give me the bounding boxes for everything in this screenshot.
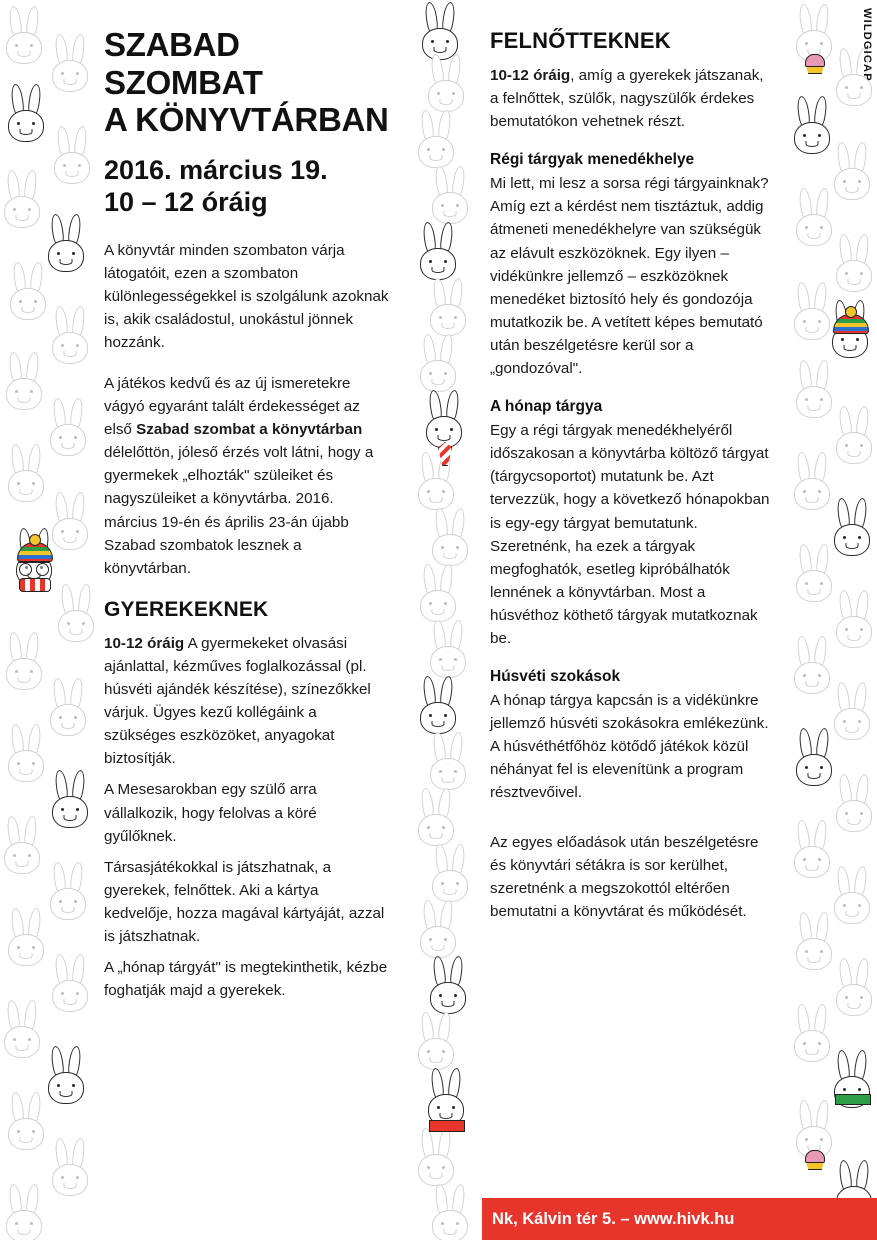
bunny-figure xyxy=(428,620,468,684)
bunny-figure xyxy=(416,110,456,174)
glasses-icon xyxy=(19,562,49,574)
bunny-figure xyxy=(416,1128,456,1192)
bunny-figure xyxy=(50,306,90,370)
kids-time-label: 10-12 óráig xyxy=(104,634,185,652)
bunny-figure-with-hat xyxy=(830,300,870,364)
bunny-figure xyxy=(430,166,470,230)
cupcake-icon xyxy=(803,1150,825,1170)
bunny-figure xyxy=(4,1184,44,1240)
title-line-1: SZABAD xyxy=(104,26,240,63)
bunny-figure xyxy=(832,142,872,206)
bunny-figure xyxy=(418,334,458,398)
bunny-figure xyxy=(52,126,92,190)
bunny-pattern-right xyxy=(788,0,877,1240)
bunny-figure xyxy=(428,278,468,342)
bunny-figure xyxy=(834,406,874,470)
bunny-pattern-middle xyxy=(404,0,482,1240)
bunny-figure-with-band xyxy=(832,1050,872,1114)
subsection-heading-old-objects: Régi tárgyak menedékhelye xyxy=(490,151,695,169)
bunny-figure xyxy=(834,774,874,838)
subsection-text-old-objects: Mi lett, mi lesz a sorsa régi tárgyainknak? Amíg ezt a kérdést nem tisztáztuk, addig átmeneti menedékhelyre van szükségük az elávult eszközöknek. Egy ilyen – vidékünkre jellemző – eszközöknek menedéket biztosító hely és gondozója mutatkozik be. A vetített képes bemutató után beszélgetésre kerül sor a „gondozóval". xyxy=(490,175,769,378)
red-band-icon xyxy=(429,1120,465,1132)
bunny-figure xyxy=(48,678,88,742)
kids-paragraph-3: Társasjátékokkal is játszhatnak, a gyerekek, felnőttek. Aki a kártya kedvelője, hozza magával kártyáját, azzal is játszhatnak. xyxy=(104,858,385,945)
footer-contact-text[interactable]: Nk, Kálvin tér 5. – www.hivk.hu xyxy=(492,1209,735,1228)
bunny-figure xyxy=(832,498,872,562)
subsection-heading-easter-customs: Húsvéti szokások xyxy=(490,668,621,686)
title-line-2: SZOMBAT xyxy=(104,63,263,101)
left-content-column xyxy=(96,0,404,1020)
subsection-text-easter-customs: A hónap tárgya kapcsán is a vidékünkre jellemző húsvéti szokásokra emlékezünk. A húsvéthétfőhöz kötődő játékok közül néhányat fel is elevenítünk a program résztvevőivel. xyxy=(490,692,769,802)
bunny-figure xyxy=(794,544,834,608)
intro-2-bold-phrase: Szabad szombat a könyvtárban xyxy=(136,421,363,439)
intro-2-part-a: A játékos kedvű és az új ismeretekre vágyó egyaránt talált érdekességet az első xyxy=(104,375,360,439)
bunny-figure-with-cupcake xyxy=(794,4,834,68)
bunny-figure xyxy=(4,6,44,70)
adults-lead-text: , amíg a gyerekek játszanak, a felnőttek, szülők, nagyszülők érdekes bemutatókon vehetnek részt. xyxy=(490,67,764,131)
bunny-figure xyxy=(430,844,470,908)
bunny-figure xyxy=(430,508,470,572)
bunny-figure xyxy=(834,958,874,1022)
bunny-figure xyxy=(8,262,48,326)
event-time-line: 10 – 12 óráig xyxy=(104,186,268,217)
right-content-column xyxy=(482,0,788,941)
bunny-figure-with-hat xyxy=(14,528,54,592)
kids-paragraph-4: A „hónap tárgyát" is megtekinthetik, kézbe foghatják majd a gyerekek. xyxy=(104,959,388,1000)
bunny-figure xyxy=(2,170,42,234)
bunny-figure xyxy=(50,1138,90,1202)
bunny-figure xyxy=(832,866,872,930)
bunny-figure-with-belt xyxy=(426,1068,466,1132)
bunny-figure xyxy=(418,564,458,628)
bunny-figure xyxy=(6,1092,46,1156)
green-band-icon xyxy=(835,1094,871,1105)
bunny-figure xyxy=(48,398,88,462)
bunny-figure xyxy=(426,54,466,118)
bunny-figure xyxy=(834,234,874,298)
kids-paragraph-1 xyxy=(104,632,390,771)
bunny-figure xyxy=(50,954,90,1018)
bunny-pattern-left xyxy=(0,0,96,1240)
bunny-figure xyxy=(794,360,834,424)
bunny-figure xyxy=(50,34,90,98)
subsection-heading-object-of-month: A hónap tárgya xyxy=(490,398,603,416)
bunny-figure xyxy=(792,636,832,700)
bunny-figure xyxy=(416,452,456,516)
bunny-figure xyxy=(832,682,872,746)
bunny-figure xyxy=(428,732,468,796)
subsection-text-object-of-month: Egy a régi tárgyak menedékhelyéről időszakosan a könyvtárba költöző tárgyat (tárgycsoportot) mutatunk be. Azt tervezzük, hogy a következő hónapokban is egy-egy tárgyat bemutatunk. Szeretnénk, ha ezek a tárgyak megfoghatók, esetleg kipróbálhatók lennének a könyvtárban. Most a húsvéthoz köthető tárgyak mutatkoznak be. xyxy=(490,422,770,647)
event-date-line-1: 2016. március 19. xyxy=(104,154,328,185)
bunny-figure xyxy=(428,956,468,1020)
bunny-figure xyxy=(6,908,46,972)
bunny-figure-with-cupcake xyxy=(794,1100,834,1164)
event-date xyxy=(104,155,390,219)
page-title xyxy=(104,26,390,139)
bunny-figure xyxy=(792,1004,832,1068)
bunny-figure-with-tie xyxy=(424,390,464,454)
bunny-figure xyxy=(6,444,46,508)
intro-paragraph-2 xyxy=(104,372,390,580)
bunny-figure xyxy=(6,724,46,788)
bunny-figure xyxy=(792,96,832,160)
bunny-figure xyxy=(6,84,46,148)
bunny-figure xyxy=(794,728,834,792)
footer-contact-banner xyxy=(482,1198,877,1240)
bunny-figure xyxy=(48,862,88,926)
bunny-figure xyxy=(792,820,832,884)
adults-time-label: 10-12 óráig xyxy=(490,67,571,84)
bunny-figure xyxy=(50,492,90,556)
bunny-figure xyxy=(2,1000,42,1064)
bunny-figure xyxy=(416,788,456,852)
adults-section-heading: FELNŐTTEKNEK xyxy=(490,28,671,53)
title-line-3: A KÖNYVTÁRBAN xyxy=(104,101,389,139)
bunny-figure xyxy=(418,676,458,740)
bunny-figure xyxy=(416,1012,456,1076)
bunny-figure xyxy=(792,452,832,516)
bunny-figure xyxy=(56,584,96,648)
intro-paragraph-1: A könyvtár minden szombaton várja látogatóit, ezen a szombaton különlegességekkel is szolgálunk azoknak is, akik családostul, unokástul jönnek hozzánk. xyxy=(104,241,389,351)
kids-lead-text: A gyermekeket olvasási ajánlattal, kézműves foglalkozással (pl. húsvéti ajándék készítése), színezőkkel várjuk. Ügyes kezű kollégáink a szükséges eszközöket, anyagokat biztosítják. xyxy=(104,634,371,768)
bunny-figure xyxy=(2,816,42,880)
bunny-figure xyxy=(418,900,458,964)
bunny-figure xyxy=(430,1184,470,1240)
kids-section-heading: GYEREKEKNEK xyxy=(104,597,269,621)
bunny-figure xyxy=(50,770,90,834)
bunny-figure xyxy=(792,282,832,346)
bunny-figure xyxy=(46,1046,86,1110)
striped-scarf-icon xyxy=(19,578,51,592)
closing-paragraph: Az egyes előadások után beszélgetésre és könyvtári sétákra is sor kerülhet, szeretnénk a megszokottól eltérően bemutatni a könyvtárat és működését. xyxy=(490,833,759,920)
cupcake-icon xyxy=(803,54,825,74)
kids-paragraph-2: A Mesesarokban egy szülő arra vállalkozik, hogy felolvas a köré gyűlőknek. xyxy=(104,781,317,845)
bunny-figure xyxy=(4,632,44,696)
bunny-figure xyxy=(834,590,874,654)
bunny-figure xyxy=(794,912,834,976)
intro-2-part-b: délelőttön, jóleső érzés volt látni, hogy a gyermekek „elhozták" szüleiket és nagyszüleiket a könyvtárba. 2016. március 19-én és április 23-án újabb Szabad szombatok lesznek a könyvtárban. xyxy=(104,444,374,577)
bunny-figure xyxy=(4,352,44,416)
bunny-figure xyxy=(418,222,458,286)
bunny-figure xyxy=(46,214,86,278)
bunny-figure xyxy=(794,188,834,252)
vertical-credit-text: WILDGICAP xyxy=(861,8,873,82)
adults-lead-paragraph xyxy=(490,64,774,133)
